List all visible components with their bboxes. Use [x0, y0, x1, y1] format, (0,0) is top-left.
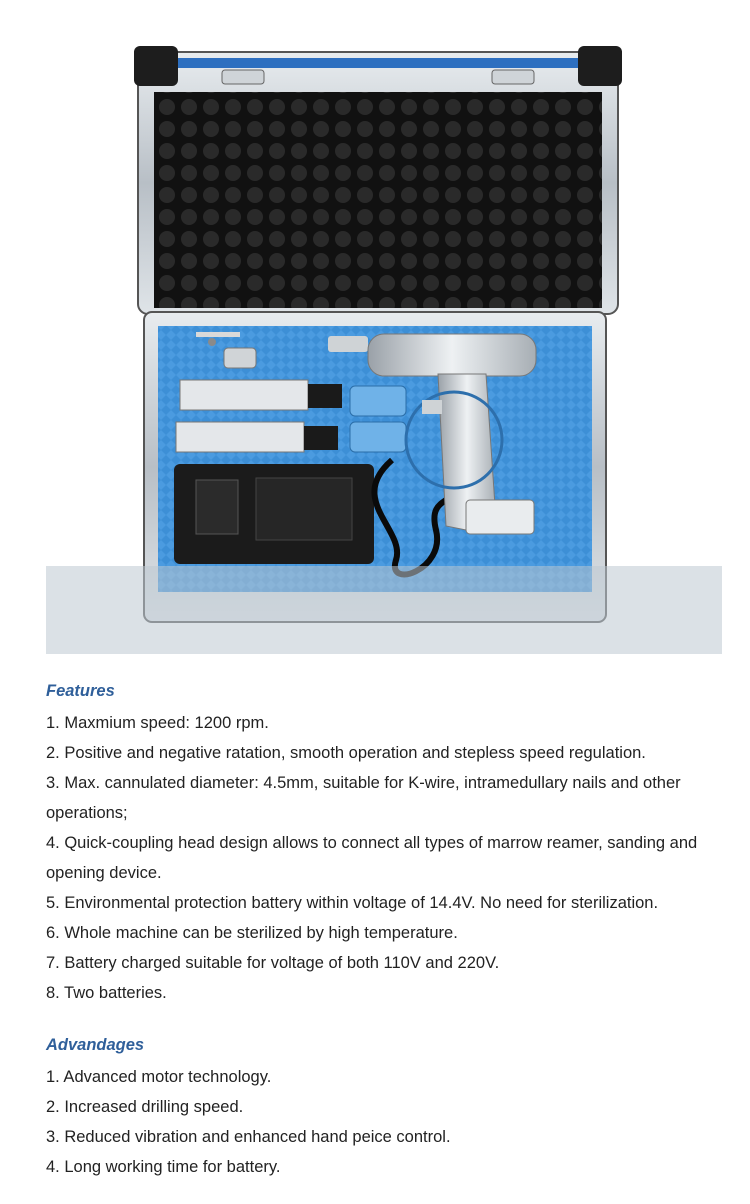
feature-item: 1. Maxmium speed: 1200 rpm. [46, 714, 269, 732]
features-section [46, 680, 736, 1008]
feature-item: 4. Quick-coupling head design allows to connect all types of marrow reamer, sanding and opening device. [46, 834, 698, 882]
feature-item: 6. Whole machine can be sterilized by high temperature. [46, 924, 458, 942]
advantages-list [46, 1062, 736, 1182]
advantage-item: 2. Increased drilling speed. [46, 1098, 244, 1116]
image-overlay-band [46, 566, 722, 654]
advantages-section [46, 1034, 736, 1182]
advantages-title: Advandages [46, 1036, 145, 1054]
advantage-item: 1. Advanced motor technology. [46, 1068, 272, 1086]
feature-item: 5. Environmental protection battery within voltage of 14.4V. No need for sterilization. [46, 894, 659, 912]
feature-item: 2. Positive and negative ratation, smooth operation and stepless speed regulation. [46, 744, 646, 762]
feature-item: 8. Two batteries. [46, 984, 167, 1002]
feature-item: 3. Max. cannulated diameter: 4.5mm, suitable for K-wire, intramedullary nails and other operations; [46, 774, 681, 822]
advantage-item: 4. Long working time for battery. [46, 1158, 281, 1176]
feature-item: 7. Battery charged suitable for voltage of both 110V and 220V. [46, 954, 500, 972]
features-list [46, 708, 736, 1008]
advantage-item: 3. Reduced vibration and enhanced hand peice control. [46, 1128, 451, 1146]
features-title: Features [46, 682, 115, 700]
product-image [46, 30, 722, 654]
